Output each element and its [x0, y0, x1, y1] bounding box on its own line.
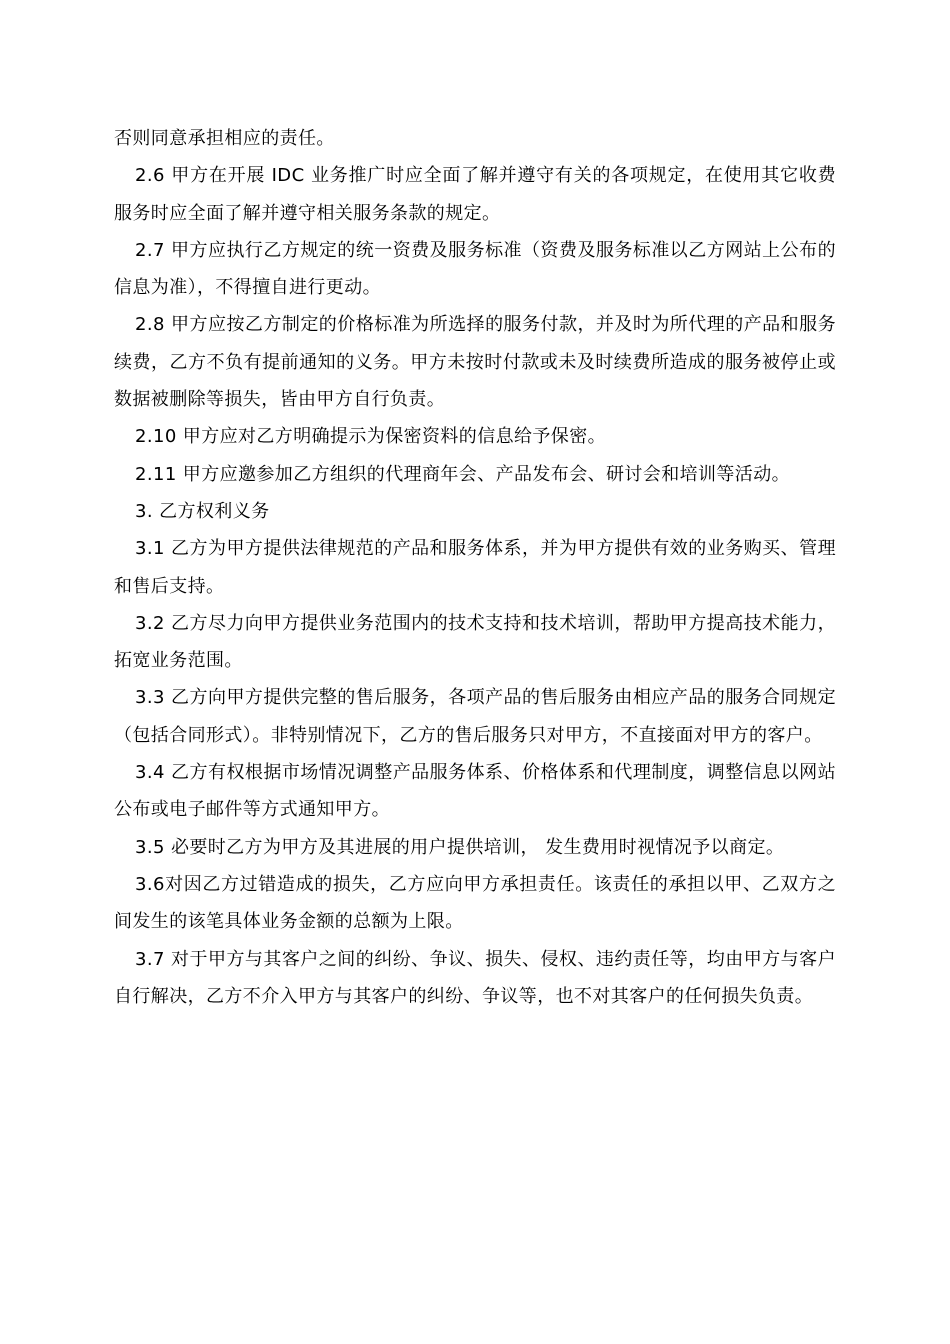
clause-3-1: 3.1 乙方为甲方提供法律规范的产品和服务体系，并为甲方提供有效的业务购买、管理和售后支持。 — [114, 538, 836, 597]
clause-2-7: 2.7 甲方应执行乙方规定的统一资费及服务标准（资费及服务标准以乙方网站上公布的信息为准），不得擅自进行更动。 — [114, 239, 836, 299]
document-body — [114, 120, 836, 1015]
clause-3-4: 3.4 乙方有权根据市场情况调整产品服务体系、价格体系和代理制度，调整信息以网站公布或电子邮件等方式通知甲方。 — [114, 762, 836, 821]
paragraph-continuation: 否则同意承担相应的责任。 — [114, 128, 335, 149]
section-heading-3: 3. 乙方权利义务 — [135, 500, 270, 522]
clause-3-5: 3.5 必要时乙方为甲方及其进展的用户提供培训， 发生费用时视情况予以商定。 — [135, 836, 785, 858]
clause-3-2: 3.2 乙方尽力向甲方提供业务范围内的技术支持和技术培训，帮助甲方提高技术能力，拓宽业务范围。 — [114, 612, 836, 672]
clause-2-8: 2.8 甲方应按乙方制定的价格标准为所选择的服务付款，并及时为所代理的产品和服务续费，乙方不负有提前通知的义务。甲方未按时付款或未及时续费所造成的服务被停止或数据被删除等损失，皆由甲方自行负责。 — [114, 314, 836, 411]
clause-2-11: 2.11 甲方应邀参加乙方组织的代理商年会、产品发布会、研讨会和培训等活动。 — [135, 463, 790, 485]
clause-2-6: 2.6 甲方在开展 IDC 业务推广时应全面了解并遵守有关的各项规定，在使用其它收费服务时应全面了解并遵守相关服务条款的规定。 — [114, 165, 836, 224]
clause-2-10: 2.10 甲方应对乙方明确提示为保密资料的信息给予保密。 — [135, 426, 606, 448]
clause-3-7: 3.7 对于甲方与其客户之间的纠纷、争议、损失、侵权、违约责任等，均由甲方与客户自行解决，乙方不介入甲方与其客户的纠纷、争议等，也不对其客户的任何损失负责。 — [114, 948, 836, 1007]
clause-3-6: 3.6对因乙方过错造成的损失，乙方应向甲方承担责任。该责任的承担以甲、乙双方之间发生的该笔具体业务金额的总额为上限。 — [114, 873, 836, 933]
clause-3-3: 3.3 乙方向甲方提供完整的售后服务，各项产品的售后服务由相应产品的服务合同规定（包括合同形式）。非特别情况下，乙方的售后服务只对甲方，不直接面对甲方的客户。 — [114, 687, 836, 746]
